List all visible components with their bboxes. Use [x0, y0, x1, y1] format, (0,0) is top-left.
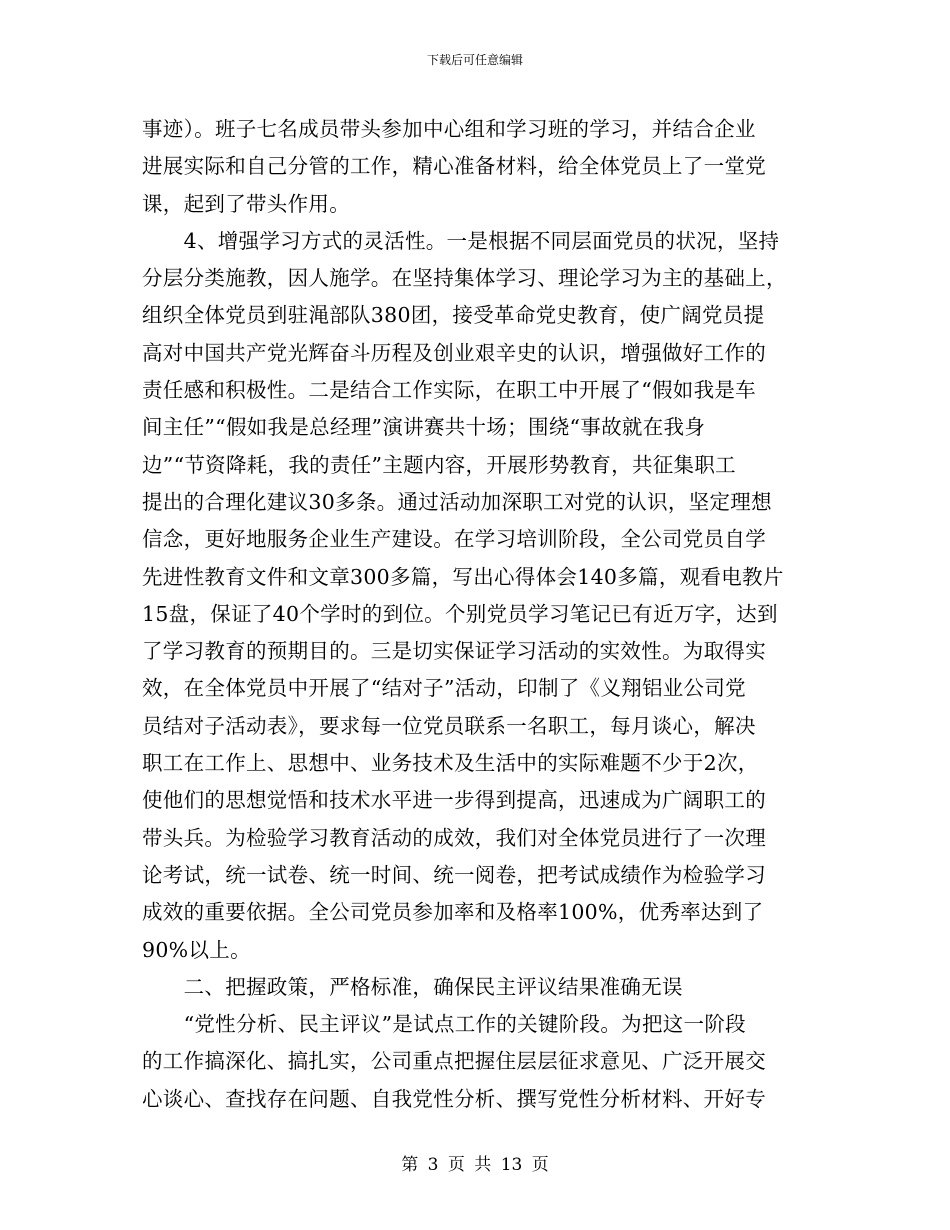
text-line: 信念，更好地服务企业生产建设。在学习培训阶段，全公司党员自学 — [142, 527, 766, 552]
text-line: 边”“节资降耗，我的责任”主题内容，开展形势教育，共征集职工 — [142, 452, 736, 477]
text-line: 90%以上。 — [142, 937, 251, 962]
text-line: “党性分析、民主评议”是试点工作的关键阶段。为把这一阶段 — [142, 1012, 746, 1037]
text-line: 员结对子活动表》，要求每一位党员联系一名职工，每月谈心，解决 — [142, 713, 756, 738]
text-line: 组织全体党员到驻渑部队380团，接受革命党史教育，使广阔党员提 — [142, 303, 765, 328]
text-line: 15盘，保证了40个学时的到位。个别党员学习笔记已有近万字，达到 — [142, 601, 778, 626]
text-line: 先进性教育文件和文章300多篇，写出心得体会140多篇，观看电教片 — [142, 564, 784, 589]
text-line: 效，在全体党员中开展了“结对子”活动，印制了《义翔铝业公司党 — [142, 676, 746, 701]
text-line: 使他们的思想觉悟和技术水平进一步得到提高，迅速成为广阔职工的 — [142, 788, 766, 813]
text-line: 事迹）。班子七名成员带头参加中心组和学习班的学习，并结合企业 — [142, 117, 756, 141]
text-line: 课，起到了带头作用。 — [142, 191, 350, 216]
text-line: 职工在工作上、思想中、业务技术及生活中的实际难题不少于2次， — [142, 751, 759, 776]
text-line: 带头兵。为检验学习教育活动的成效，我们对全体党员进行了一次理 — [142, 825, 766, 850]
text-line: 论考试，统一试卷、统一时间、统一阅卷，把考试成绩作为检验学习 — [142, 862, 766, 887]
text-line: 的工作搞深化、搞扎实，公司重点把握住层层征求意见、广泛开展交 — [142, 1049, 766, 1074]
section-heading: 二、把握政策，严格标准，确保民主评议结果准确无误 — [142, 974, 683, 999]
text-line: 成效的重要依据。全公司党员参加率和及格率100%，优秀率达到了 — [142, 900, 764, 925]
text-line: 了学习教育的预期目的。三是切实保证学习活动的实效性。为取得实 — [142, 639, 766, 664]
text-line: 提出的合理化建议30多条。通过活动加深职工对党的认识，坚定理想 — [142, 489, 772, 514]
text-line: 分层分类施教，因人施学。在坚持集体学习、理论学习为主的基础上， — [142, 266, 787, 291]
page-header: 下载后可任意编辑 — [426, 53, 523, 67]
text-line: 进展实际和自己分管的工作，精心准备材料，给全体党员上了一堂党 — [142, 154, 766, 179]
text-line: 责任感和积极性。二是结合工作实际，在职工中开展了“假如我是车 — [142, 378, 756, 403]
page-footer: 第 3 页 共 13 页 — [401, 1155, 549, 1175]
text-line: 高对中国共产党光辉奋斗历程及创业艰辛史的认识，增强做好工作的 — [142, 340, 766, 365]
text-line: 心谈心、查找存在问题、自我党性分析、撰写党性分析材料、开好专 — [142, 1086, 766, 1111]
text-line: 间主任”“假如我是总经理”演讲赛共十场；围绕“事故就在我身 — [142, 415, 706, 440]
document-body — [142, 111, 808, 1118]
text-line: 4、增强学习方式的灵活性。一是根据不同层面党员的状况，坚持 — [142, 228, 780, 253]
